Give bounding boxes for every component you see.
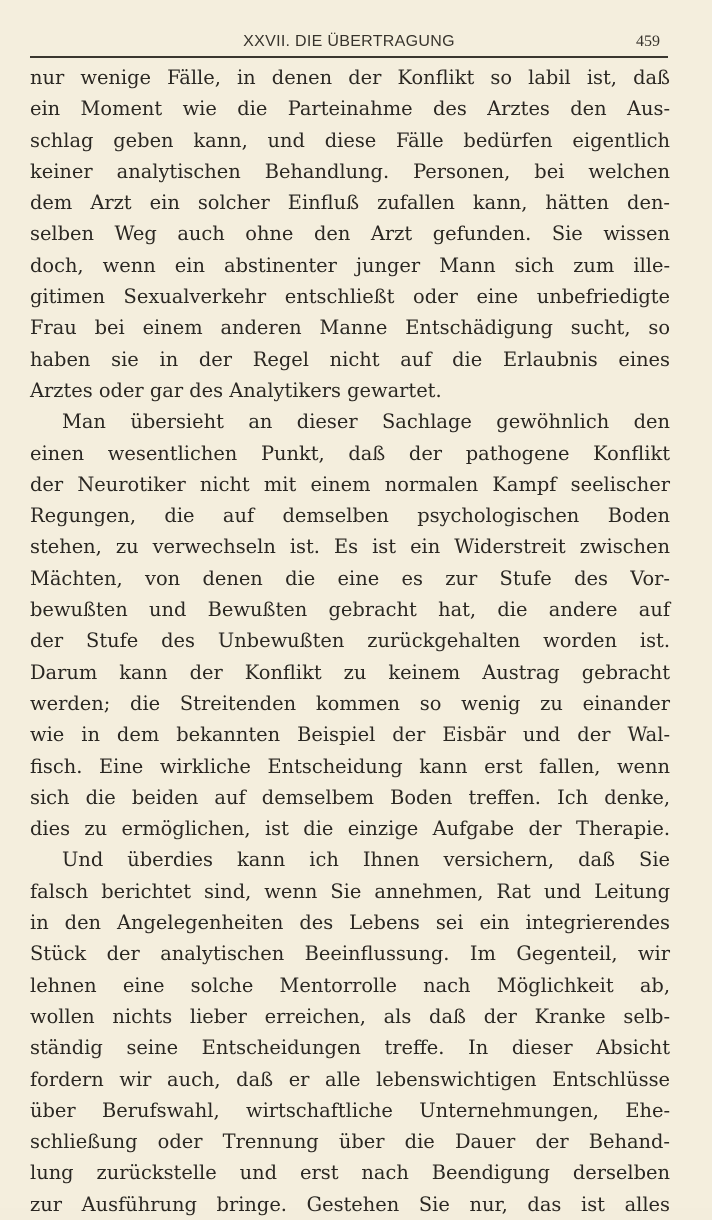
text-line: bewußten und Bewußten gebracht hat, die andere auf [30, 598, 670, 622]
text-line: dem Arzt ein solcher Einfluß zufallen kann, hätten den- [30, 191, 670, 215]
text-line: ein Moment wie die Parteinahme des Arztes den Aus- [30, 97, 670, 121]
text-line: lehnen eine solche Mentorrolle nach Möglichkeit ab, [30, 973, 670, 997]
text-line: der Stufe des Unbewußten zurückgehalten worden ist. [30, 629, 670, 653]
text-line: zur Ausführung bringe. Gestehen Sie nur, das ist alles [30, 1192, 670, 1216]
header-rule [30, 56, 668, 58]
text-line: nur wenige Fälle, in denen der Konflikt so labil ist, daß [30, 66, 670, 89]
text-line: fordern wir auch, daß er alle lebenswichtigen Entschlüsse [30, 1067, 670, 1091]
text-line: Regungen, die auf demselben psychologischen Boden [30, 504, 670, 528]
text-line: Mächten, von denen die eine es zur Stufe des Vor- [30, 566, 670, 590]
text-line: der Neurotiker nicht mit einem normalen Kampf seelischer [30, 472, 670, 496]
text-line: ständig seine Entscheidungen treffe. In dieser Absicht [30, 1036, 670, 1060]
chapter-title: XXVII. DIE ÜBERTRAGUNG [243, 33, 455, 50]
text-line: falsch berichtet sind, wenn Sie annehmen, Rat und Leitung [30, 879, 670, 903]
text-line: doch, wenn ein abstinenter junger Mann sich zum ille- [30, 253, 670, 277]
text-line: sich die beiden auf demselbem Boden treffen. Ich denke, [30, 785, 670, 809]
text-line: fisch. Eine wirkliche Entscheidung kann erst fallen, wenn [30, 754, 670, 778]
text-line: wollen nichts lieber erreichen, als daß der Kranke selb- [30, 1004, 670, 1028]
text-line: selben Weg auch ohne den Arzt gefunden. Sie wissen [30, 222, 670, 246]
text-line: schlag geben kann, und diese Fälle bedürfen eigentlich [30, 128, 670, 152]
text-line: Arztes oder gar des Analytikers gewartet. [30, 378, 442, 402]
text-line: Man übersieht an dieser Sachlage gewöhnlich den [62, 410, 670, 434]
text-line: über Berufswahl, wirtschaftliche Unternehmungen, Ehe- [30, 1098, 670, 1122]
text-line: dies zu ermöglichen, ist die einzige Aufgabe der Therapie. [30, 817, 670, 841]
body-text [30, 62, 670, 1220]
page-number: 459 [636, 33, 660, 50]
text-line: Und überdies kann ich Ihnen versichern, daß Sie [62, 848, 670, 872]
text-line: keiner analytischen Behandlung. Personen, bei welchen [30, 159, 670, 183]
text-line: stehen, zu verwechseln ist. Es ist ein Widerstreit zwischen [30, 535, 670, 559]
text-line: lung zurückstelle und erst nach Beendigung derselben [30, 1161, 670, 1185]
text-line: wie in dem bekannten Beispiel der Eisbär und der Wal- [30, 723, 670, 747]
text-line: Stück der analytischen Beeinflussung. Im Gegenteil, wir [30, 942, 670, 966]
text-line: Frau bei einem anderen Manne Entschädigung sucht, so [30, 316, 670, 340]
text-line: werden; die Streitenden kommen so wenig zu einander [30, 691, 670, 715]
text-line: Darum kann der Konflikt zu keinem Austrag gebracht [30, 660, 670, 684]
text-line: schließung oder Trennung über die Dauer der Behand- [30, 1130, 670, 1154]
text-line: haben sie in der Regel nicht auf die Erlaubnis eines [30, 347, 670, 371]
text-line: einen wesentlichen Punkt, daß der pathogene Konflikt [30, 441, 670, 465]
text-line: in den Angelegenheiten des Lebens sei ein integrierendes [30, 911, 670, 935]
text-line: gitimen Sexualverkehr entschließt oder eine unbefriedigte [30, 285, 670, 309]
